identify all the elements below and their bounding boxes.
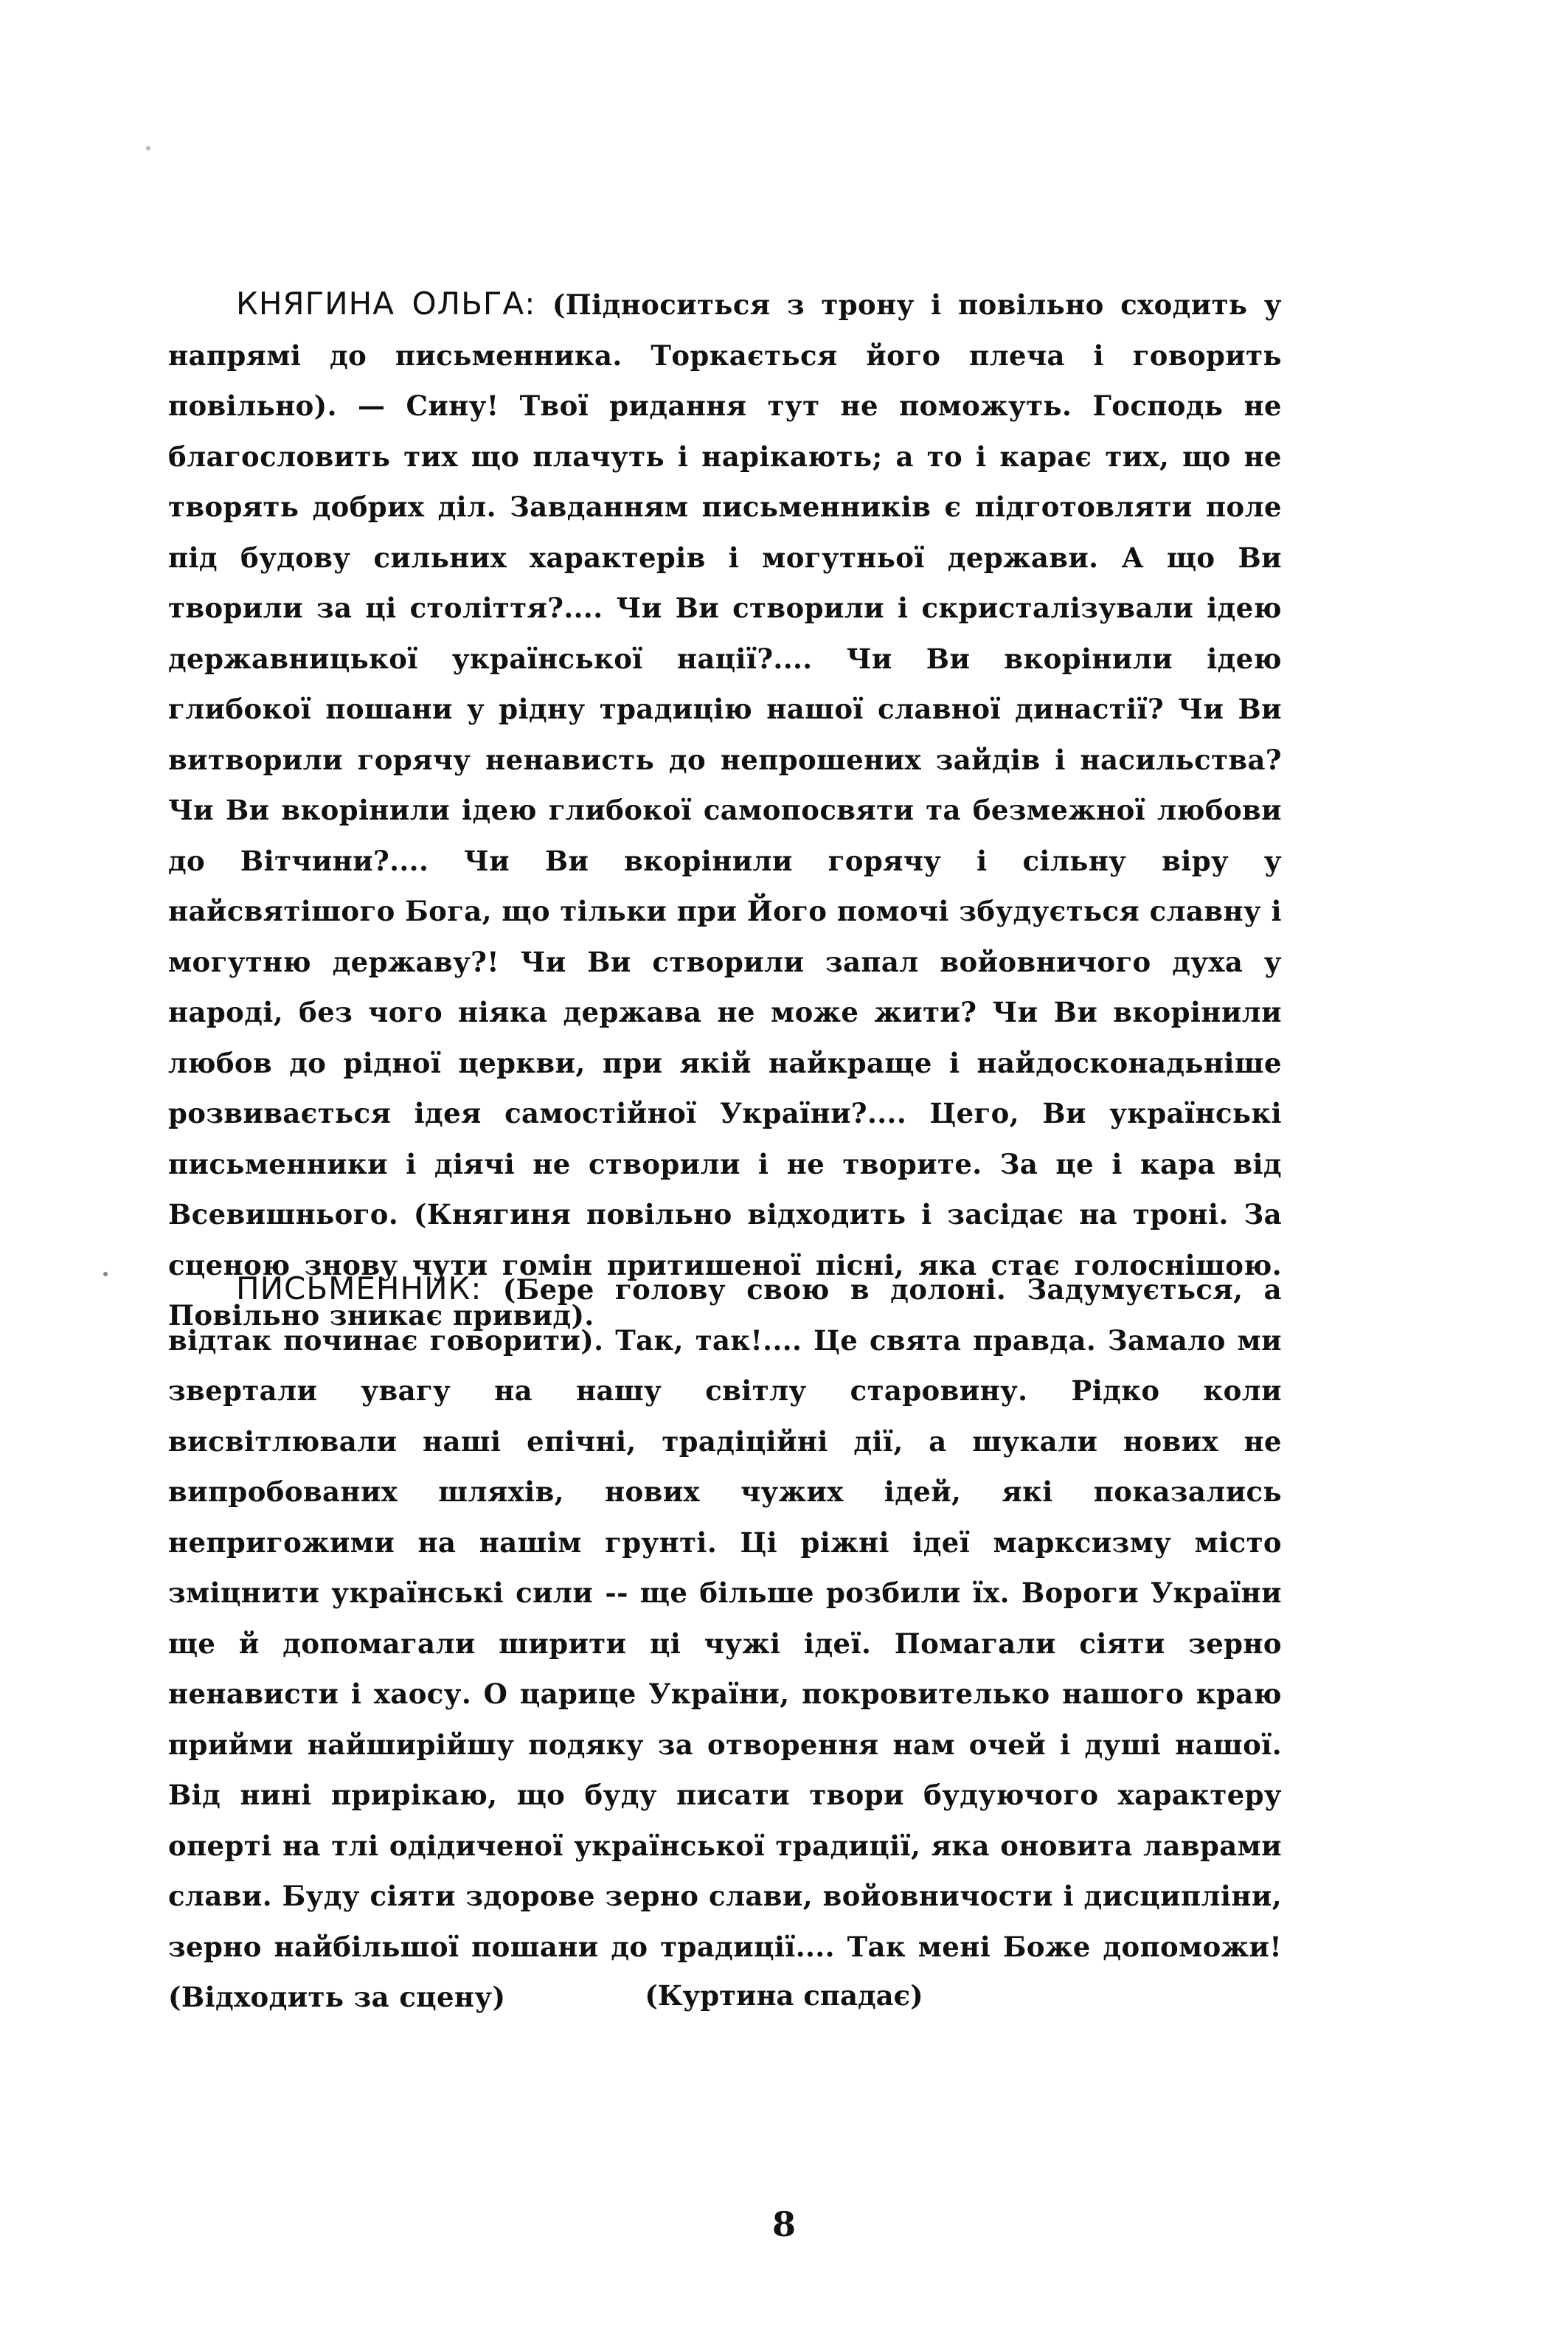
scan-speck xyxy=(103,1272,108,1276)
paragraph-text xyxy=(168,279,1282,1341)
speaker-name: ПИСЬМЕННИК: xyxy=(236,1270,482,1307)
speech-text: (Бере голову свою в долоні. Задумується, а відтак починає говорити). Так, так!.... Це свята правда. Замало ми звертали увагу на нашу світлу старовину. Рідко коли висвітлювали наші епічні, традіційні дії, а шукали нових не випробованих шляхів, нових чужих ідей, які показались непригожими на нашім грунті. Ці ріжні ідеї марксизму місто зміцнити українські сили -- ще більше розбили їх. Вороги України ще й допомагали ширити ці чужі ідеї. Помагали сіяти зерно ненависти і хаосу. О царице України, покровителько нашого краю прийми найширійшу подяку за отворення нам очей і душі нашої. Від нині прирікаю, що буду писати твори будуючого характеру оперті на тлі одідиченої української традиції, яка оновита лаврами слави. Буду сіяти здорове зерно слави, войовничости і дисципліни, зерно найбільшої пошани до традиції.... Так мені Боже допоможи! (Відходить за сцену) xyxy=(168,1273,1282,2013)
paragraph-princess-olga xyxy=(168,279,1282,1341)
speaker-name: КНЯГИНА ОЛЬГА: xyxy=(236,285,536,322)
paragraph-writer xyxy=(168,1264,1282,2023)
stage-direction: (Куртина спадає) xyxy=(645,1979,923,2012)
paragraph-text xyxy=(168,1264,1282,2023)
scan-speck xyxy=(146,146,150,150)
speech-text: (Підноситься з трону і повільно сходить у напрямі до письменника. Торкається його плеча і говорить повільно). — Сину! Твої ридання тут не поможуть. Господь не благословить тих що плачуть і нарікають; а то і карає тих, що не творять добрих діл. Завданням письменників є підготовляти поле під будову сильних характерів і могутньої держави. А що Ви творили за ці століття?.... Чи Ви створили і скристалізували ідею державницької української нації?.... Чи Ви вкорінили ідею глибокої пошани у рідну традицію нашої славної династії? Чи Ви витворили горячу ненависть до непрошених зайдів і насильства? Чи Ви вкорінили ідею глибокої самопосвяти та безмежної любови до Вітчини?.... Чи Ви вкорінили горячу і сільну віру у найсвятішого Бога, що тільки при Його помочі збудується славну і могутню державу?! Чи Ви створили запал войовничого духа у народі, без чого ніяка держава не може жити? Чи Ви вкорінили любов до рідної церкви, при якій найкраще і найдосконадьніше розвивається ідея самостійної України?.... Цего, Ви українські письменники і діячі не створили і не творите. За це і кара від Всевишнього. (Княгиня повільно відходить і засідає на троні. За сценою знову чути гомін притишеної пісні, яка стає голоснішою. Повільно зникає привид). xyxy=(168,288,1282,1332)
page-number: 8 xyxy=(771,2204,796,2244)
